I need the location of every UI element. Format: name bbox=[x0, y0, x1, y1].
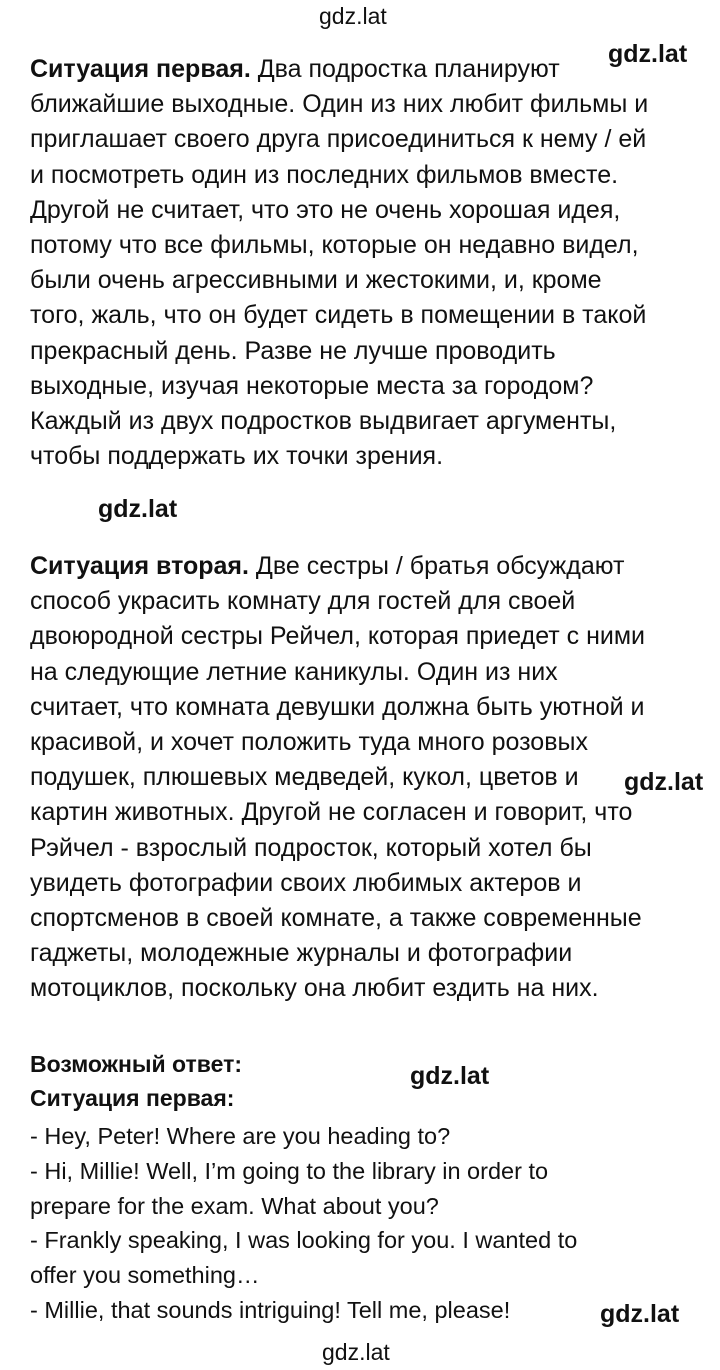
situation-2-line bbox=[30, 549, 700, 584]
dialog-line: - Hey, Peter! Where are you heading to? bbox=[30, 1123, 451, 1149]
situation-1-line: Другой не считает, что это не очень хорошая идея, bbox=[30, 195, 621, 224]
dialog-line: prepare for the exam. What about you? bbox=[30, 1192, 439, 1219]
dialog-line: - Frankly speaking, I was looking for you. I wanted to bbox=[30, 1227, 578, 1254]
situation-1-line: чтобы поддержать их точки зрения. bbox=[30, 442, 444, 471]
situation-1-line: приглашает своего друга присоединиться к нему / ей bbox=[30, 125, 647, 154]
situation-1-line: ближайшие выходные. Один из них любит фильмы и bbox=[30, 90, 649, 119]
dialog-line: - Hi, Millie! Well, I’m going to the library in order to bbox=[30, 1157, 549, 1184]
answer-dialog bbox=[30, 1119, 700, 1328]
watermark-between-paragraphs: gdz.lat bbox=[98, 495, 178, 523]
watermark-bottom-right: gdz.lat bbox=[600, 1300, 680, 1328]
situation-1-line-text: Два подростка планируют bbox=[250, 55, 560, 83]
dialog-line: offer you something… bbox=[30, 1262, 260, 1289]
situation-1-line: Каждый из двух подростков выдвигает аргументы, bbox=[30, 407, 617, 436]
watermark-answer: gdz.lat bbox=[410, 1062, 490, 1090]
watermark-situation-1: gdz.lat bbox=[608, 40, 688, 68]
situation-2-line: двоюродной сестры Рейчел, которая приедет с ними bbox=[30, 622, 646, 651]
situation-2-line: спортсменов в своей комнате, а также современные bbox=[30, 904, 642, 933]
answer-title: Возможный ответ: bbox=[30, 1051, 243, 1077]
situation-2-line: считает, что комната девушки должна быть уютной и bbox=[30, 692, 645, 721]
situation-1-line bbox=[30, 52, 700, 87]
situation-2-line: подушек, плюшевых медведей, кукол, цветов и bbox=[30, 763, 579, 792]
situation-1-line: выходные, изучая некоторые места за городом? bbox=[30, 371, 594, 400]
watermark-top: gdz.lat bbox=[319, 3, 387, 29]
situation-1-line: потому что все фильмы, которые он недавно видел, bbox=[30, 231, 639, 260]
situation-2-line: красивой, и хочет положить туда много розовых bbox=[30, 728, 588, 757]
situation-2-line-text: Две сестры / братья обсуждают bbox=[248, 552, 625, 580]
situation-2-line: на следующие летние каникулы. Один из них bbox=[30, 657, 558, 686]
situation-1-line: прекрасный день. Разве не лучше проводить bbox=[30, 336, 556, 365]
situation-2-line: Рэйчел - взрослый подросток, который хотел бы bbox=[30, 833, 592, 862]
situation-1-line: были очень агрессивными и жестокими, и, кроме bbox=[30, 266, 602, 295]
situation-2-line: гаджеты, молодежные журналы и фотографии bbox=[30, 939, 573, 968]
watermark-situation-2: gdz.lat bbox=[624, 768, 704, 796]
situation-1-line: того, жаль, что он будет сидеть в помещении в такой bbox=[30, 301, 647, 330]
situation-2-paragraph bbox=[30, 549, 700, 1007]
situation-1-line: и посмотреть один из последних фильмов вместе. bbox=[30, 160, 619, 189]
answer-subtitle: Ситуация первая: bbox=[30, 1085, 235, 1111]
situation-2-line: увидеть фотографии своих любимых актеров и bbox=[30, 868, 582, 897]
situation-2-line: картин животных. Другой не согласен и говорит, что bbox=[30, 798, 633, 827]
dialog-line: - Millie, that sounds intriguing! Tell me, please! bbox=[30, 1296, 511, 1323]
situation-1-lead: Ситуация первая. bbox=[30, 55, 251, 83]
situation-1-paragraph bbox=[30, 52, 700, 474]
situation-2-lead: Ситуация вторая. bbox=[30, 552, 249, 580]
watermark-bottom: gdz.lat bbox=[322, 1339, 390, 1365]
situation-2-line: мотоциклов, поскольку она любит ездить на них. bbox=[30, 974, 599, 1003]
situation-2-line: способ украсить комнату для гостей для своей bbox=[30, 587, 576, 616]
